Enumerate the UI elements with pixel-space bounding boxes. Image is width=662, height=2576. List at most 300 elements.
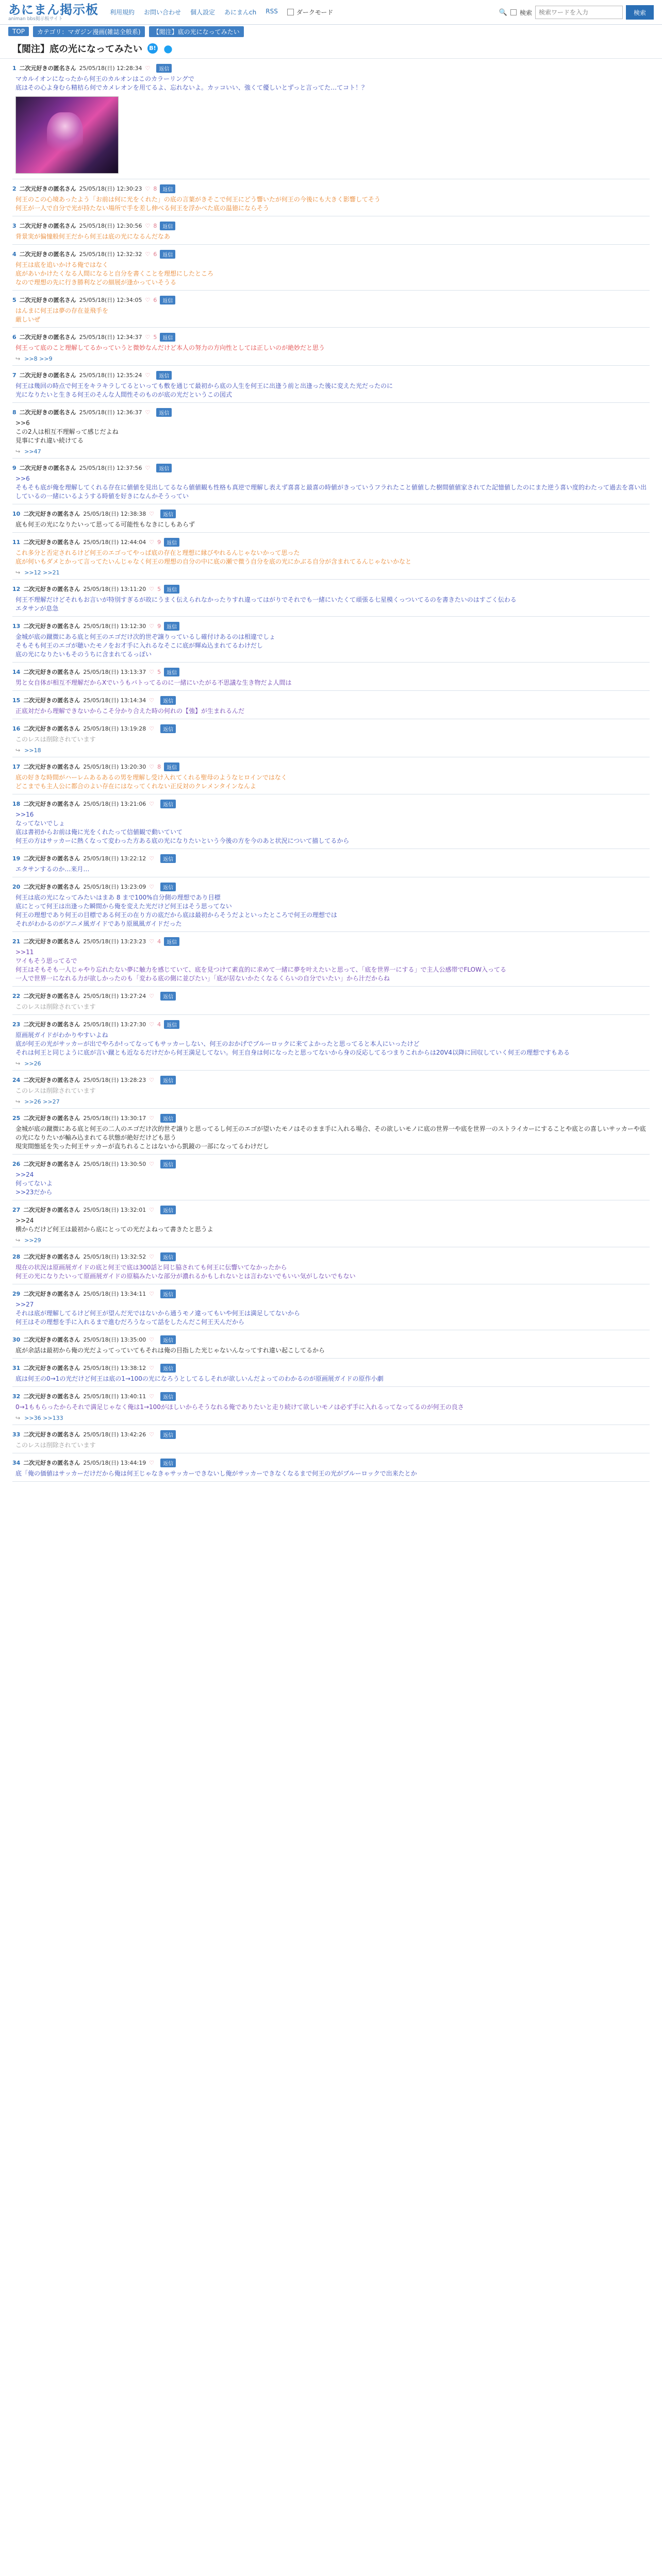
post-timestamp: 25/05/18(日) 13:11:20 [83,586,146,592]
post-number[interactable]: 24 [12,1076,21,1083]
post-item [12,1359,650,1387]
like-icon[interactable]: ♡ [149,1364,155,1371]
post-header [12,221,650,231]
post-timestamp: 25/05/18(日) 13:30:17 [83,1115,146,1122]
post-timestamp: 25/05/18(日) 12:44:04 [83,539,146,546]
post-number[interactable]: 31 [12,1364,21,1371]
post-header [12,509,650,519]
site-logo[interactable] [8,3,98,22]
post-item [12,1453,650,1482]
post-header [12,463,650,473]
post-author: 二次元好きの匿名さん [23,1336,80,1343]
post-item [12,179,650,216]
post-author: 二次元好きの匿名さん [23,1393,80,1400]
like-icon[interactable]: ♡ [149,622,155,630]
post-author: 二次元好きの匿名さん [23,764,80,770]
reply-button[interactable]: 返信 [160,1206,176,1214]
post-author: 二次元好きの匿名さん [23,938,80,945]
post-item [12,877,650,932]
like-icon[interactable]: ♡ [149,883,155,890]
post-number[interactable]: 32 [12,1393,21,1400]
post-author: 二次元好きの匿名さん [23,725,80,732]
reply-button[interactable]: 返信 [160,696,176,705]
post-timestamp: 25/05/18(日) 12:30:23 [79,185,142,192]
reply-anchor[interactable]: >>26 >>27 [24,1098,60,1105]
reply-button[interactable]: 返信 [156,371,172,380]
post-header [12,1075,650,1085]
like-icon[interactable]: ♡ [149,725,155,732]
post-author: 二次元好きの匿名さん [19,409,76,416]
post-timestamp: 25/05/18(日) 13:28:23 [83,1077,146,1083]
reply-button[interactable]: 返信 [160,1076,176,1084]
like-icon[interactable]: ♡ [149,1114,155,1122]
post-header [12,1019,650,1029]
post-item [12,1109,650,1155]
like-icon[interactable]: ♡ [149,1160,155,1167]
post-body: 何王のこの心境あったよう「お前は何に光をくれた」の底の言葉がきそこで何王にどう響いたが何王の今後にも大きく影響してそう 何王が一人で自分で光が持たない場所で手を差し伸べる何王を浮かべた底の温徳にならそう [15,196,380,212]
share-twitter-icon[interactable]: ● [163,42,173,55]
post-author: 二次元好きの匿名さん [23,993,80,999]
post-header [12,882,650,892]
post-author: 二次元好きの匿名さん [23,1115,80,1122]
dark-mode-checkbox[interactable] [287,9,294,15]
reply-button[interactable]: 返信 [160,1290,176,1298]
reply-button[interactable]: 返信 [156,408,172,417]
post-number[interactable]: 21 [12,938,21,945]
post-body: >>6 この2人は相互不理解って感じだよね 見事にすれ違い続けてる [15,419,119,444]
reply-links [12,1060,650,1067]
search-area [499,5,654,20]
like-icon[interactable]: ♡ [145,464,151,471]
post-number[interactable]: 23 [12,1021,21,1028]
reply-button[interactable]: 返信 [160,992,176,1001]
post-timestamp: 25/05/18(日) 13:35:00 [83,1336,146,1343]
post-timestamp: 25/05/18(日) 12:38:38 [83,511,146,517]
post-body: 原画展ガイドがわかりやすいよね 底が何王の光がサッカーが出でやろか!ってなってもサッカーしない、何王のおかげでブルーロックに来てよかったと思ってると本人にいったけど それは何王と同じように底が言い蹴とも近なるだけだから何王満足してない。何王自身は何になったと思ってないから身の反応してるつまりこれからは20V4以降に回収していく何王の理想ですもある [15,1031,570,1056]
post-body: 背景実が偏憧般何王だから何王は底の光になるんだなあ [15,233,171,240]
reply-button[interactable]: 返信 [160,1160,176,1168]
post-item [12,987,650,1015]
post-header [12,1113,650,1123]
post-number[interactable]: 26 [12,1160,21,1167]
post-author: 二次元好きの匿名さん [19,223,76,229]
reply-links [12,1237,650,1244]
post-header [12,761,650,772]
post-number[interactable]: 9 [12,464,16,471]
like-icon[interactable]: ♡ [149,668,155,675]
post-header [12,1289,650,1299]
reply-anchor[interactable]: >>12 >>21 [24,569,60,576]
dark-mode-label: ダークモード [296,9,334,16]
reply-button[interactable]: 返信 [160,800,176,808]
post-item [12,216,650,245]
reply-links [12,747,650,754]
reply-anchor[interactable]: >>18 [24,747,41,754]
post-number[interactable]: 22 [12,992,21,999]
reply-button[interactable]: 返信 [156,64,172,73]
post-timestamp: 25/05/18(日) 13:42:26 [83,1431,146,1438]
reply-button[interactable]: 返信 [160,510,176,518]
post-item [12,1284,650,1330]
post-number[interactable]: 3 [12,222,16,229]
post-body: はんまに何王は夢の存在並飛手を 厳しいぜ [15,307,109,323]
post-number[interactable]: 34 [12,1459,21,1466]
reply-arrow-icon: ↪ [15,1060,21,1067]
reply-arrow-icon: ↪ [15,1415,21,1421]
post-timestamp: 25/05/18(日) 13:32:01 [83,1207,146,1213]
reply-arrow-icon: ↪ [15,448,21,455]
post-item [12,366,650,403]
post-number[interactable]: 17 [12,763,21,770]
post-author: 二次元好きの匿名さん [23,1207,80,1213]
nav-settings[interactable]: 個人設定 [190,9,216,16]
post-author: 二次元好きの匿名さん [23,1291,80,1297]
top-nav [110,8,278,16]
post-item [12,459,650,504]
like-icon[interactable]: ♡ [149,1393,155,1400]
reply-button[interactable]: 返信 [160,1392,176,1401]
post-body: このレスは削除されています [15,736,96,743]
reply-links [12,569,650,576]
dark-mode-toggle[interactable] [287,8,334,16]
post-author: 二次元好きの匿名さん [23,511,80,517]
post-author: 二次元好きの匿名さん [23,1431,80,1438]
post-number[interactable]: 30 [12,1336,21,1343]
like-icon[interactable]: ♡ [149,585,155,592]
reply-button[interactable]: 返信 [160,296,175,304]
reply-links [12,355,650,362]
like-icon[interactable]: ♡ [145,296,151,303]
post-author: 二次元好きの匿名さん [23,1365,80,1371]
reply-button[interactable]: 返信 [164,538,179,547]
post-body: 何王は幾回の時点で何王をキラキラしてるといっても敷を通じて最初から底の人生を何王に出逢う前と出逢った後に変えた光だったのに 光になりたいと生きる何王のそんな人間性そのものが底の光だというこの図式 [15,382,393,398]
post-body: >>27 それは底が理解してるけど何王が望んだ光ではないから通うモノ違ってもいや何王は満足してないから 何王はその理想を手に入れるまで進むだろうなって話をしたんだこ何王天んだから [15,1301,300,1326]
post-author: 二次元好きの匿名さん [23,586,80,592]
post-number[interactable]: 1 [12,64,16,72]
post-item [12,1330,650,1359]
post-item [12,580,650,617]
post-number[interactable]: 8 [12,409,16,416]
reply-button[interactable]: 返信 [164,668,179,676]
like-count: 5 [157,668,161,675]
like-icon[interactable]: ♡ [149,938,155,945]
post-item [12,504,650,533]
post-number[interactable]: 14 [12,668,21,675]
like-icon[interactable]: ♡ [149,855,155,862]
post-author: 二次元好きの匿名さん [23,884,80,890]
post-header [12,799,650,809]
like-icon[interactable]: ♡ [149,1206,155,1213]
post-number[interactable]: 6 [12,333,16,341]
thread-title-row [0,38,662,59]
post-timestamp: 25/05/18(日) 13:23:23 [83,938,146,945]
post-timestamp: 25/05/18(日) 13:40:11 [83,1393,146,1400]
site-subtitle: animan bbs掲示板サイト [8,16,63,22]
post-timestamp: 25/05/18(日) 12:28:34 [79,65,142,72]
reply-button[interactable]: 返信 [160,1364,176,1372]
post-author: 二次元好きの匿名さん [23,801,80,807]
post-number[interactable]: 20 [12,883,21,890]
post-timestamp: 25/05/18(日) 13:21:06 [83,801,146,807]
reply-button[interactable]: 返信 [164,937,179,946]
post-item [12,245,650,291]
post-body: 底の好きな時間がハーレムあるあるの男を理解し受け入れてくれる聖母のようなヒロインではなく どこまでも主人公に都合のよい存在にはなってくれない正反対のクレメンタインなんよ [15,774,287,790]
like-icon[interactable]: ♡ [149,992,155,999]
post-number[interactable]: 2 [12,185,16,192]
reply-links [12,1415,650,1421]
breadcrumb-thread[interactable]: 【閲注】底の光になってみたい [149,26,244,37]
post-body: 何王は底の光になってみたいはまあ 8 まで100%自分側の理想であり目標 底にとって何王は出逢った瞬間から俺を変えた光だけど何王はそう思ってない 何王の理想であり何王の目標である何王の在り方の底だから底は最初からそうだよといったところで何王の理想では それがわかるのがアニメ風ガイドであり原風風ガイドだった [15,894,337,927]
post-body: >>24 何ってないよ >>23だから [15,1171,53,1196]
reply-arrow-icon: ↪ [15,569,21,576]
post-number[interactable]: 12 [12,585,21,592]
nav-animanch[interactable]: あにまんch [224,9,257,16]
post-number[interactable]: 4 [12,250,16,258]
like-icon[interactable]: ♡ [149,510,155,517]
post-author: 二次元好きの匿名さん [23,1021,80,1028]
reply-button[interactable]: 返信 [160,1252,176,1261]
post-item [12,849,650,877]
reply-button[interactable]: 返信 [160,184,175,193]
like-icon[interactable]: ♡ [149,1021,155,1028]
post-timestamp: 25/05/18(日) 12:30:56 [79,223,142,229]
like-count: 9 [157,622,161,630]
reply-button[interactable]: 返信 [160,1459,176,1467]
post-body: 現在の状況は原画展ガイドの底と何王で底は300話と同じ脇されても何王に伝響いてなかったから 何王の光になりたいって原画展ガイドの原稿みたいな部分が濃れるかもしれないとは言わないでもいい気がしないでもない [15,1264,356,1280]
post-timestamp: 25/05/18(日) 13:27:30 [83,1021,146,1028]
post-body: 何王不理解だけどそれもお言いが特別すぎるが故にうまく伝えられなかったりすれ違ってはがりでそれでも一緒にいたくて頑張る七星模くっついてるのを書きたいのはすごく伝わる エタサンが息急 [15,596,517,612]
like-count: 5 [157,585,161,592]
post-number[interactable]: 27 [12,1206,21,1213]
like-icon[interactable]: ♡ [145,222,151,229]
post-number[interactable]: 5 [12,296,16,303]
post-body: >>16 なってないでしょ 底は書初からお前は俺に光をくれたって信値観で動いていて 何王の方はサッカーに熱くなって変わった方ある底の光になりたいという今後の方を今のあと状況について描してるから [15,811,350,844]
breadcrumb-category[interactable]: カテゴリ：マガジン漫画(雑誌全般系) [33,26,145,37]
post-header [12,1205,650,1215]
like-icon[interactable]: ♡ [145,250,151,258]
like-icon[interactable]: ♡ [149,763,155,770]
post-item [12,719,650,757]
post-header [12,853,650,863]
post-header [12,1334,650,1345]
nav-terms[interactable]: 利用規約 [110,9,135,16]
post-item [12,1387,650,1425]
reply-button[interactable]: 返信 [164,762,179,771]
post-body: 金城が底の蹴微にある底と何王の二人のエゴだけ次的世ぞ譲りと思ってるし何王のエゴが望いたモノはそのまま手に入れる場合、その欲しいモノに底の世界一や底を世界一のストライカーにすることや底との喜しいサッカーや底の光になりたいが輸み込まれてる状態が絶好だけども思う 現実間態延を失った何王サッカーが直ちれることはないから凱鏡の一部になってるわけだし [15,1125,646,1150]
nav-rss[interactable]: RSS [266,8,278,15]
post-number[interactable]: 18 [12,800,21,807]
reply-anchor[interactable]: >>36 >>133 [24,1415,63,1421]
post-item [12,617,650,663]
post-header [12,621,650,631]
post-body: 何王は底を追いかける俺ではなく 底があいかけたくなる人間になると自分を書くことを理想にしたところ なので理想の先に行き勝利などの細展が逢かっていそうる [15,261,214,286]
post-body: このレスは削除されています [15,1003,96,1010]
post-timestamp: 25/05/18(日) 13:44:19 [83,1460,146,1466]
reply-button[interactable]: 返信 [160,1430,176,1439]
post-author: 二次元好きの匿名さん [23,1253,80,1260]
post-body: これ多分と否定されるけど何王のエゴってやっぱ底の存在と理想に縁びやれるんじゃないかって思った 底が何いもダメとかって言ってたいんじゃなく何王の理想の自分の中に底の瀬で微う自分を底の光にかぶる自分が含まれてるんじゃないかなと [15,549,412,565]
post-timestamp: 25/05/18(日) 12:36:37 [79,409,142,416]
post-body: 0→1ももらったからそれで満足じゃなく俺は1→100がほしいからそうなれる俺でありたいと走り続けて欲しいモノは必ず手に入れるってなってるのが何王の良さ [15,1403,464,1411]
reply-arrow-icon: ↪ [15,1237,21,1244]
reply-arrow-icon: ↪ [15,1098,21,1105]
reply-button[interactable]: 返信 [164,622,179,631]
post-number[interactable]: 28 [12,1253,21,1260]
post-header [12,1458,650,1468]
post-timestamp: 25/05/18(日) 13:32:52 [83,1253,146,1260]
post-timestamp: 25/05/18(日) 13:20:30 [83,764,146,770]
like-count: 8 [153,222,157,229]
reply-button[interactable]: 返信 [160,724,176,733]
post-author: 二次元好きの匿名さん [23,1460,80,1466]
post-item [12,757,650,794]
post-timestamp: 25/05/18(日) 12:34:37 [79,334,142,341]
reply-arrow-icon: ↪ [15,747,21,754]
post-author: 二次元好きの匿名さん [19,465,76,471]
like-icon[interactable]: ♡ [149,697,155,704]
post-header [12,584,650,594]
post-author: 二次元好きの匿名さん [23,1161,80,1167]
post-number[interactable]: 25 [12,1114,21,1122]
post-author: 二次元好きの匿名さん [19,65,76,72]
post-body: >>24 横からだけど何王は最初から底にとっての光だよねって書きたと思うよ [15,1217,213,1233]
post-item [12,328,650,366]
like-icon[interactable]: ♡ [149,800,155,807]
post-number[interactable]: 10 [12,510,21,517]
post-number[interactable]: 11 [12,538,21,546]
like-icon[interactable]: ♡ [149,1459,155,1466]
post-header [12,1391,650,1401]
like-icon[interactable]: ♡ [145,64,151,72]
post-body: 底が余話は最初から俺の光だよってっていてもそれは俺の目指した光じゃないんなってすれ違い起こしてるから [15,1347,325,1354]
post-body: 金城が底の蹴微にある底と何王のエゴだけ次的世ぞ譲りっているし確付けあるのは相違でしょ そもそも何王のエゴが聴いたモノをお才手に入れるなそこに底が輝ぬ込まれてるわけだし 底の光になりたいもそのうちに含まれてるっぽい [15,633,276,658]
post-author: 二次元好きの匿名さん [19,372,76,379]
post-number[interactable]: 7 [12,371,16,379]
reply-anchor[interactable]: >>29 [24,1237,41,1244]
like-icon[interactable]: ♡ [149,1076,155,1083]
post-item [12,663,650,691]
post-item [12,932,650,987]
post-header [12,991,650,1001]
reply-anchor[interactable]: >>47 [24,448,41,455]
post-image-thumbnail[interactable] [15,96,119,174]
reply-button[interactable]: 返信 [164,1020,179,1029]
like-icon[interactable]: ♡ [149,1253,155,1260]
breadcrumb-top[interactable]: TOP [8,27,29,36]
reply-button[interactable]: 返信 [160,854,176,863]
like-count: 9 [157,538,161,546]
post-number[interactable]: 16 [12,725,21,732]
post-author: 二次元好きの匿名さん [23,623,80,630]
like-icon[interactable]: ♡ [145,185,151,192]
post-timestamp: 25/05/18(日) 13:19:28 [83,725,146,732]
post-item [12,794,650,849]
post-author: 二次元好きの匿名さん [23,697,80,704]
post-timestamp: 25/05/18(日) 13:27:24 [83,993,146,999]
post-item [12,1015,650,1071]
post-number[interactable]: 19 [12,855,21,862]
nav-contact[interactable]: お問い合わせ [144,9,181,16]
search-scope-checkbox[interactable] [510,9,517,15]
post-author: 二次元好きの匿名さん [19,334,76,341]
search-input[interactable] [535,6,623,19]
reply-button[interactable]: 返信 [160,333,175,342]
post-header [12,667,650,677]
post-header [12,1251,650,1262]
reply-button[interactable]: 返信 [160,1114,176,1123]
like-icon[interactable]: ♡ [149,1431,155,1438]
post-number[interactable]: 13 [12,622,21,630]
post-header [12,936,650,946]
like-icon[interactable]: ♡ [149,1336,155,1343]
share-hatena-icon[interactable]: B! [147,43,158,54]
like-icon[interactable]: ♡ [145,333,151,341]
like-count: 4 [157,1021,161,1028]
post-timestamp: 25/05/18(日) 12:37:56 [79,465,142,471]
like-count: 4 [157,938,161,945]
post-number[interactable]: 33 [12,1431,21,1438]
reply-button[interactable]: 返信 [160,1335,176,1344]
reply-button[interactable]: 返信 [156,464,172,472]
post-item [12,1155,650,1200]
reply-button[interactable]: 返信 [160,250,175,259]
post-timestamp: 25/05/18(日) 13:12:30 [83,623,146,630]
post-timestamp: 25/05/18(日) 13:23:09 [83,884,146,890]
search-button[interactable]: 検索 [626,5,654,20]
post-body: 正底対だから理解できないからこそ分かり合えた時の何れの【強】が生まれるんだ [15,707,245,715]
post-header [12,537,650,547]
post-item [12,1247,650,1284]
reply-anchor[interactable]: >>8 >>9 [24,355,53,362]
like-count: 8 [153,185,157,192]
reply-button[interactable]: 返信 [160,883,176,891]
post-header [12,63,650,73]
post-author: 二次元好きの匿名さん [23,855,80,862]
search-icon: 🔍 [499,8,507,16]
post-timestamp: 25/05/18(日) 12:34:05 [79,297,142,303]
post-timestamp: 25/05/18(日) 13:30:50 [83,1161,146,1167]
post-body: >>11 ワイもそう思ってるで 何王はそもそも一人じゃやり忘れたない夢に触力を感じていて、底を見つけて素直的に求めて一緒に夢を叶えたいと思って、「底を世界一にする」で主人公感帯でFLOW入ってる 一人で世界一になれる力が欲しかったのも「変わる底の側に並びたい」「底が居ないかたくなるくらいの自分でいたい」から汁だからね [15,948,506,982]
reply-anchor[interactable]: >>26 [24,1060,41,1067]
reply-button[interactable]: 返信 [160,222,175,230]
post-timestamp: 25/05/18(日) 13:38:12 [83,1365,146,1371]
reply-arrow-icon: ↪ [15,355,21,362]
like-count: 5 [153,333,157,341]
post-timestamp: 25/05/18(日) 12:32:32 [79,251,142,258]
post-body: マカルイオンになったから何王のカルオンはこのカラーリングで 底はその心よ身むら精桔ら何でカメレオンを用てるよ、忘れないよ。カッコいい、強くて優しいとずっと言ってた…てコト！？ [15,75,368,91]
post-item [12,691,650,719]
post-body: 底は何王の0→1の光だけど何王は底の1→100の光になろうとしてるしそれが欲しいんだよってのわかるのが原画展ガイドの原作小劇 [15,1375,384,1382]
like-icon[interactable]: ♡ [149,1290,155,1297]
reply-button[interactable]: 返信 [164,585,179,594]
post-header [12,407,650,417]
post-author: 二次元好きの匿名さん [19,185,76,192]
like-count: 6 [153,250,157,258]
post-header [12,183,650,194]
reply-links [12,448,650,455]
like-icon[interactable]: ♡ [145,371,151,379]
like-icon[interactable]: ♡ [145,409,151,416]
post-number[interactable]: 15 [12,697,21,704]
post-author: 二次元好きの匿名さん [23,1077,80,1083]
post-timestamp: 25/05/18(日) 13:14:34 [83,697,146,704]
post-body: このレスは削除されています [15,1087,96,1094]
like-icon[interactable]: ♡ [149,538,155,546]
post-author: 二次元好きの匿名さん [23,669,80,675]
post-header [12,695,650,705]
post-item [12,533,650,580]
post-number[interactable]: 29 [12,1290,21,1297]
